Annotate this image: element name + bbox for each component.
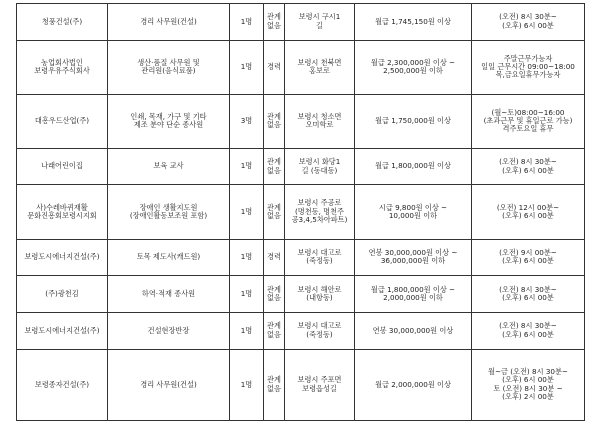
experience-requirement: 관계 없음 — [264, 312, 285, 349]
work-hours: (오전) 8시 30분~ (오후) 6시 00분 — [472, 312, 585, 349]
hire-count: 1명 — [230, 40, 264, 94]
wage: 시급 9,800원 이상 ~ 10,000원 이하 — [355, 185, 472, 239]
job-title: 인쇄, 목재, 가구 및 기타 제조 분야 단순 종사원 — [108, 94, 230, 148]
company-name: (주)광천김 — [17, 276, 108, 313]
table-row — [17, 312, 585, 349]
experience-requirement: 관계 없음 — [264, 148, 285, 185]
wage: 월급 2,300,000원 이상 ~ 2,500,000원 이하 — [355, 40, 472, 94]
job-title: 경리 사무원(건설) — [108, 4, 230, 41]
experience-requirement: 관계 없음 — [264, 185, 285, 239]
job-title: 생산·품질 사무원 및 관리원(음식료품) — [108, 40, 230, 94]
work-location: 보령시 해안로 (내항동) — [285, 276, 355, 313]
table-row — [17, 276, 585, 313]
work-location: 보령시 화당1 길 (동대동) — [285, 148, 355, 185]
hire-count: 1명 — [230, 148, 264, 185]
job-title: 경리 사무원(건설) — [108, 349, 230, 420]
work-location: 보령시 대고로 (죽정동) — [285, 312, 355, 349]
job-title: 보육 교사 — [108, 148, 230, 185]
job-listings-table — [16, 3, 585, 421]
company-name: 나래어린이집 — [17, 148, 108, 185]
work-hours: (오전) 9시 00분~ (오후) 6시 00분 — [472, 239, 585, 276]
work-location: 보령시 주포면 보령읍성길 — [285, 349, 355, 420]
work-hours: 주말근무가능자 일일 근무시간 09:00~18:00 목,금요일휴무가능자 — [472, 40, 585, 94]
wage: 월급 1,800,000원 이상 — [355, 148, 472, 185]
table-row — [17, 40, 585, 94]
hire-count: 1명 — [230, 4, 264, 41]
work-location: 보령시 청소면 오미학로 — [285, 94, 355, 148]
experience-requirement: 관계 없음 — [264, 276, 285, 313]
work-location: 보령시 천북면 홍보로 — [285, 40, 355, 94]
job-title: 건설현장반장 — [108, 312, 230, 349]
wage: 연봉 30,000,000원 이상 ~ 36,000,000원 이하 — [355, 239, 472, 276]
work-location: 보령시 구시1 길 — [285, 4, 355, 41]
table-row — [17, 185, 585, 239]
experience-requirement: 경력 — [264, 239, 285, 276]
experience-requirement: 관계 없음 — [264, 94, 285, 148]
work-hours: (오전) 12시 00분~ (오후) 6시 00분 — [472, 185, 585, 239]
work-hours: (오전) 8시 30분~ (오후) 6시 00분 — [472, 148, 585, 185]
wage: 월급 1,750,000원 이상 — [355, 94, 472, 148]
work-hours: 월~금 (오전) 8시 30분~ (오후) 6시 00분 토 (오전) 8시 30분 ~ (오후) 2시 00분 — [472, 349, 585, 420]
hire-count: 1명 — [230, 185, 264, 239]
company-name: 보령도시에너지건설(주) — [17, 312, 108, 349]
work-hours: (오전) 8시 30분~ (오후) 6시 00분 — [472, 4, 585, 41]
hire-count: 1명 — [230, 239, 264, 276]
table-row — [17, 148, 585, 185]
company-name: 보령종자건설(주) — [17, 349, 108, 420]
wage: 월급 1,745,150원 이상 — [355, 4, 472, 41]
hire-count: 3명 — [230, 94, 264, 148]
table-row — [17, 94, 585, 148]
company-name: 농업회사법인 보령우유주식회사 — [17, 40, 108, 94]
hire-count: 1명 — [230, 312, 264, 349]
work-location: 보령시 대고로 (죽정동) — [285, 239, 355, 276]
table-row — [17, 239, 585, 276]
job-title: 장애인 생활지도원 (장애인활동보조원 포함) — [108, 185, 230, 239]
work-hours: (오전) 8시 30분~ (오후) 6시 00분 — [472, 276, 585, 313]
experience-requirement: 관계 없음 — [264, 4, 285, 41]
job-title: 하역·적재 종사원 — [108, 276, 230, 313]
hire-count: 1명 — [230, 349, 264, 420]
work-hours: (월~토)08:00~16:00 (초과근무 및 휴일근로 가능) 격주토요일 휴무 — [472, 94, 585, 148]
wage: 월급 1,800,000원 이상 ~ 2,000,000원 이하 — [355, 276, 472, 313]
company-name: 대흥우드산업(주) — [17, 94, 108, 148]
experience-requirement: 관계 없음 — [264, 349, 285, 420]
table-row — [17, 4, 585, 41]
job-title: 토목 제도사(캐드원) — [108, 239, 230, 276]
company-name: 청풍건설(주) — [17, 4, 108, 41]
company-name: 사)수레바퀴재활 문화진흥회보령시지회 — [17, 185, 108, 239]
experience-requirement: 경력 — [264, 40, 285, 94]
hire-count: 1명 — [230, 276, 264, 313]
company-name: 보령도시에너지건설(주) — [17, 239, 108, 276]
wage: 연봉 30,000,000원 이상 — [355, 312, 472, 349]
table-row — [17, 349, 585, 420]
work-location: 보령시 주공로 (명천동, 명천주 공3,4,5차아파트) — [285, 185, 355, 239]
wage: 월급 2,000,000원 이상 — [355, 349, 472, 420]
job-listings-body — [17, 4, 585, 421]
